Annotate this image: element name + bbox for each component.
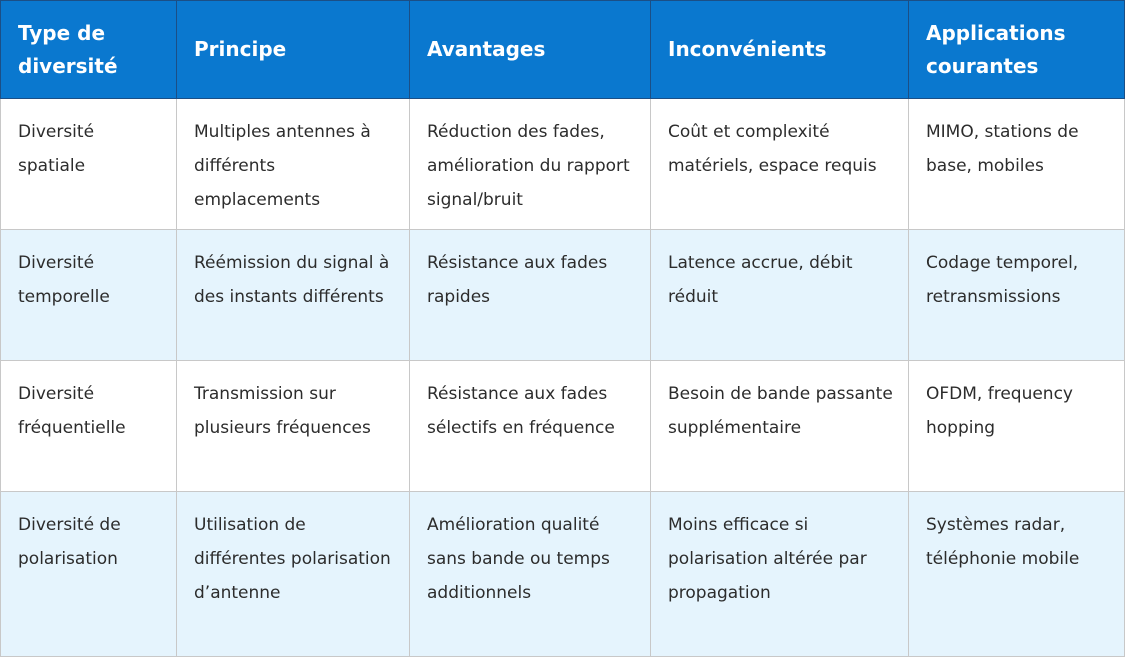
cell-type: Diversité spatiale <box>1 99 177 230</box>
header-applications-courantes: Applications courantes <box>909 1 1125 99</box>
table-row <box>1 492 1125 657</box>
cell-principe: Multiples antennes à différents emplacements <box>177 99 410 230</box>
header-row <box>1 1 1125 99</box>
cell-applications: Systèmes radar, téléphonie mobile <box>909 492 1125 657</box>
cell-inconvenients: Besoin de bande passante supplémentaire <box>651 361 909 492</box>
table-row <box>1 99 1125 230</box>
table-body <box>1 99 1125 657</box>
cell-avantages: Amélioration qualité sans bande ou temps additionnels <box>410 492 651 657</box>
cell-type: Diversité de polarisation <box>1 492 177 657</box>
cell-principe: Utilisation de différentes polarisation d’antenne <box>177 492 410 657</box>
cell-principe: Transmission sur plusieurs fréquences <box>177 361 410 492</box>
cell-avantages: Réduction des fades, amélioration du rapport signal/bruit <box>410 99 651 230</box>
header-inconvenients: Inconvénients <box>651 1 909 99</box>
cell-type: Diversité fréquentielle <box>1 361 177 492</box>
cell-avantages: Résistance aux fades sélectifs en fréquence <box>410 361 651 492</box>
header-type-de-diversite: Type de diversité <box>1 1 177 99</box>
cell-avantages: Résistance aux fades rapides <box>410 230 651 361</box>
cell-applications: MIMO, stations de base, mobiles <box>909 99 1125 230</box>
table-row <box>1 230 1125 361</box>
header-avantages: Avantages <box>410 1 651 99</box>
cell-applications: OFDM, frequency hopping <box>909 361 1125 492</box>
cell-inconvenients: Moins efficace si polarisation altérée par propagation <box>651 492 909 657</box>
table-header <box>1 1 1125 99</box>
table-row <box>1 361 1125 492</box>
cell-applications: Codage temporel, retransmissions <box>909 230 1125 361</box>
header-principe: Principe <box>177 1 410 99</box>
cell-type: Diversité temporelle <box>1 230 177 361</box>
cell-inconvenients: Coût et complexité matériels, espace requis <box>651 99 909 230</box>
cell-principe: Réémission du signal à des instants différents <box>177 230 410 361</box>
cell-inconvenients: Latence accrue, débit réduit <box>651 230 909 361</box>
